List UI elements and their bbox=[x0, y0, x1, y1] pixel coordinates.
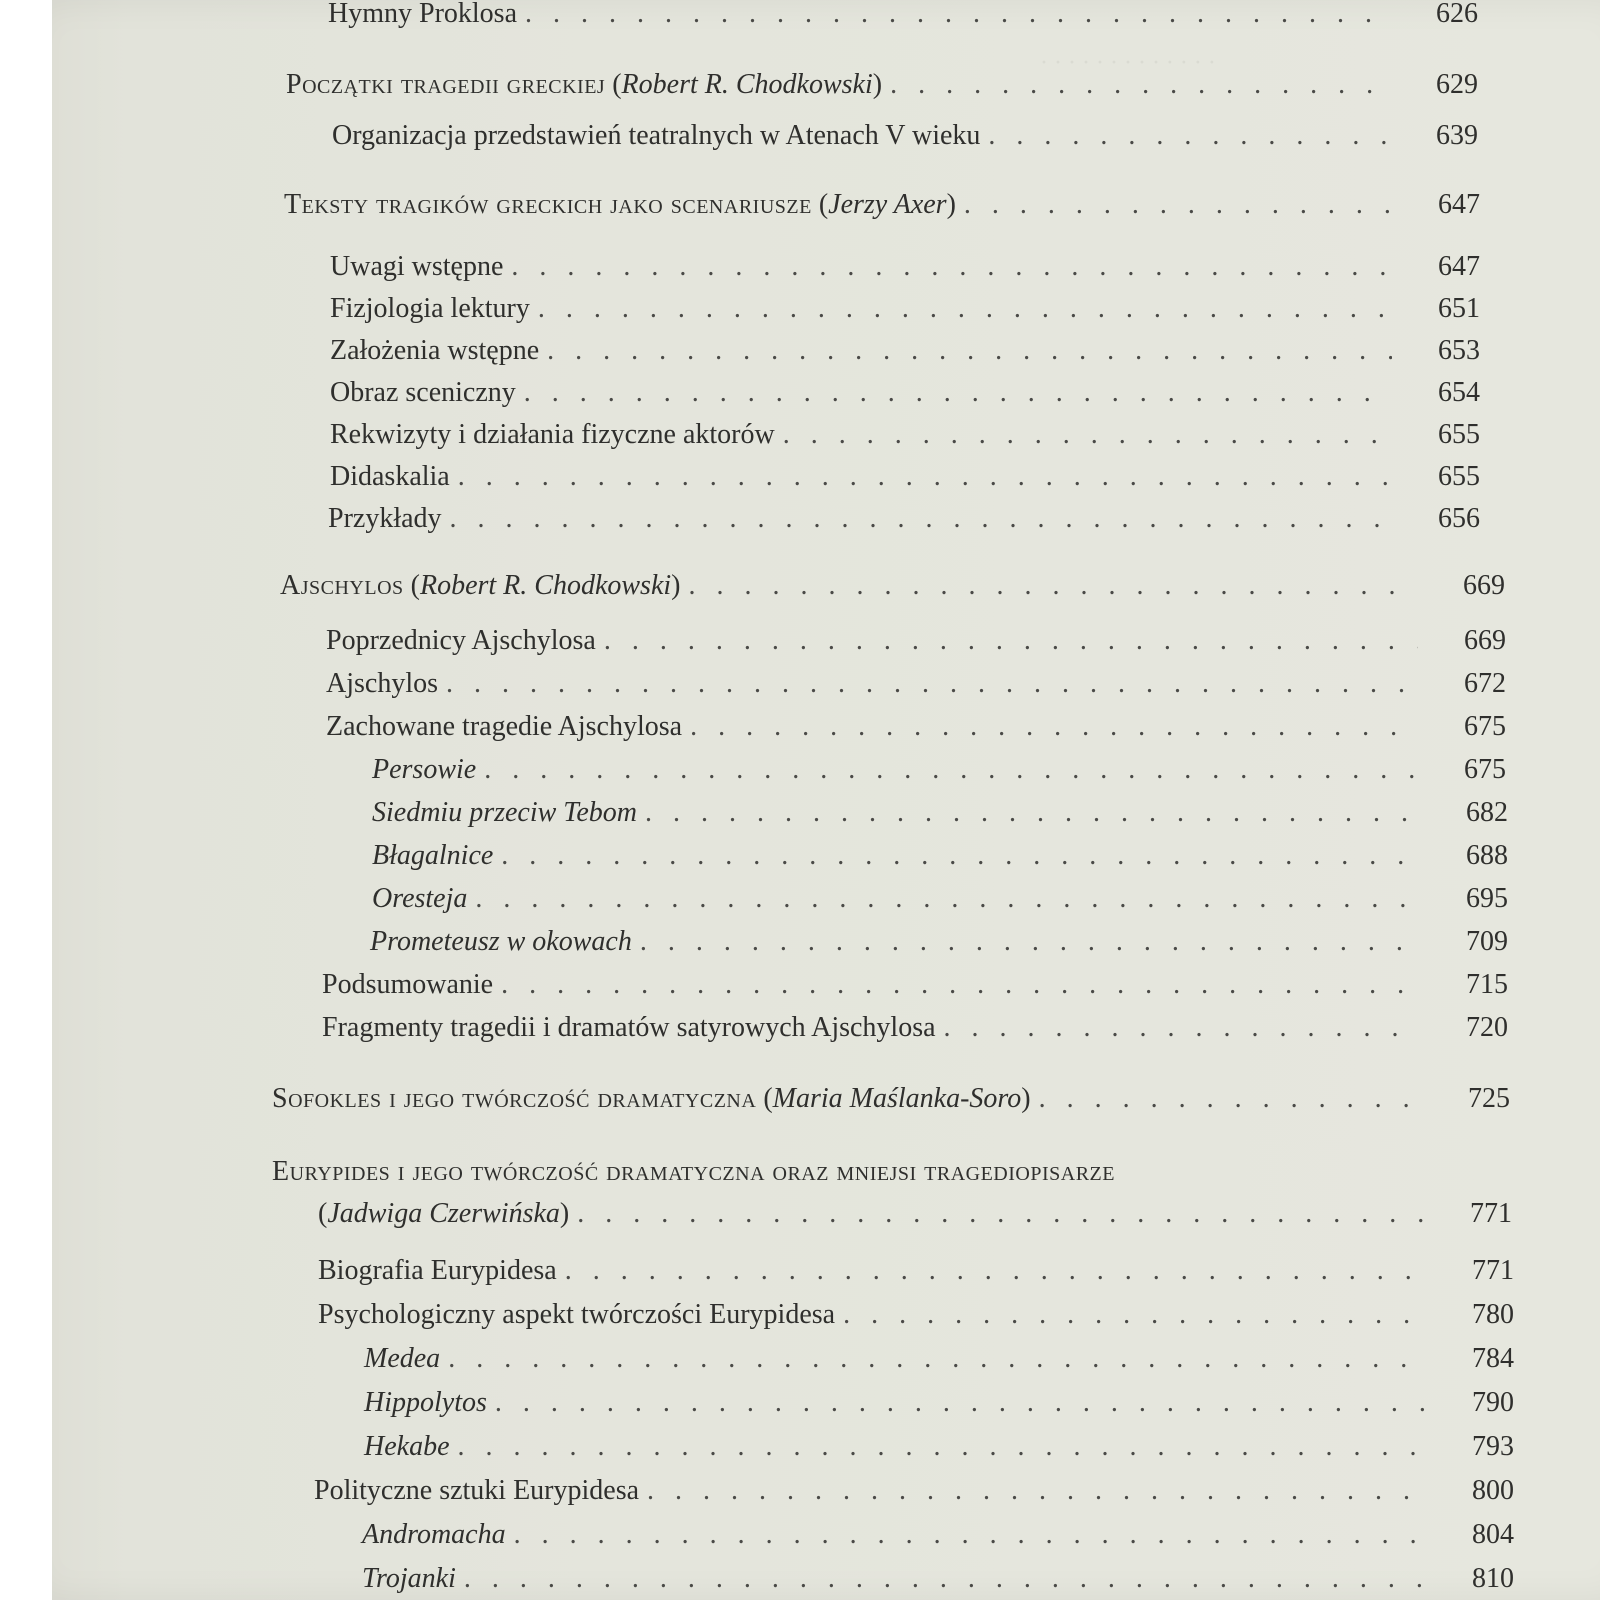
toc-entry-zalozenia-wstepne[interactable] bbox=[330, 334, 1480, 368]
toc-entry-andromacha[interactable] bbox=[362, 1518, 1514, 1552]
toc-entry-title: Błagalnice bbox=[372, 840, 494, 871]
toc-entry-title: Biografia Eurypidesa bbox=[318, 1255, 557, 1286]
dot-leader bbox=[988, 119, 1390, 153]
toc-entry-fizjologia-lektury[interactable] bbox=[330, 292, 1480, 326]
dot-leader bbox=[514, 1518, 1426, 1552]
toc-entry-title: Organizacja przedstawień teatralnych w Atenach V wieku bbox=[332, 120, 981, 151]
toc-entry-title: Hekabe bbox=[364, 1431, 450, 1462]
toc-entry-page: 720 bbox=[1466, 1012, 1508, 1043]
toc-entry-title: Podsumowanie bbox=[322, 969, 494, 1000]
toc-entry-title: Obraz sceniczny bbox=[330, 377, 516, 408]
dot-leader bbox=[458, 460, 1392, 494]
toc-entry-rekwizyty[interactable] bbox=[330, 418, 1480, 452]
toc-entry-page: 656 bbox=[1438, 503, 1480, 534]
toc-entry-title: Hippolytos bbox=[364, 1387, 487, 1418]
toc-entry-title: Rekwizyty i działania fizyczne aktorów bbox=[330, 419, 775, 450]
toc-entry-prometeusz[interactable] bbox=[370, 925, 1508, 959]
dot-leader bbox=[690, 710, 1418, 744]
toc-entry-page: 800 bbox=[1472, 1475, 1514, 1506]
toc-entry-page: 655 bbox=[1438, 461, 1480, 492]
toc-entry-page: 695 bbox=[1466, 883, 1508, 914]
dot-leader bbox=[964, 188, 1392, 222]
dot-leader bbox=[577, 1197, 1424, 1231]
show-through-text: · · · · · · · · · · · · · bbox=[1040, 50, 1216, 76]
dot-leader bbox=[446, 667, 1418, 701]
dot-leader bbox=[484, 753, 1418, 787]
toc-entry-page: 780 bbox=[1472, 1299, 1514, 1330]
toc-entry-page: 688 bbox=[1466, 840, 1508, 871]
toc-entry-page: 629 bbox=[1436, 69, 1478, 100]
toc-entry-title: Oresteja bbox=[372, 883, 468, 914]
toc-entry-hippolytos[interactable] bbox=[364, 1386, 1514, 1420]
dot-leader bbox=[640, 925, 1420, 959]
toc-entry-page: 675 bbox=[1464, 711, 1506, 742]
toc-entry-page: 793 bbox=[1472, 1431, 1514, 1462]
toc-entry-siedmiu[interactable] bbox=[372, 796, 1508, 830]
toc-entry-polityczne[interactable] bbox=[314, 1474, 1514, 1508]
toc-entry-title: Polityczne sztuki Eurypidesa bbox=[314, 1475, 640, 1506]
toc-entry-persowie[interactable] bbox=[372, 753, 1506, 787]
toc-entry-fragmenty[interactable] bbox=[322, 1011, 1508, 1045]
toc-chapter-poczatki-tragedii[interactable]: Początki tragedii greckiej (Robert R. Chodkowski) . . . 629 bbox=[286, 68, 1478, 102]
dot-leader bbox=[944, 1011, 1420, 1045]
toc-entry-title: Prometeusz w okowach bbox=[370, 926, 632, 957]
toc-entry-page: 655 bbox=[1438, 419, 1480, 450]
toc-entry-title: Poprzednicy Ajschylosa bbox=[326, 625, 596, 656]
toc-entry-title: Fizjologia lektury bbox=[330, 293, 530, 324]
chapter-author: Maria Maślanka-Soro bbox=[772, 1083, 1022, 1114]
toc-entry-page: 672 bbox=[1464, 668, 1506, 699]
dot-leader bbox=[604, 624, 1418, 658]
chapter-title: Teksty tragików greckich jako scenariusze bbox=[284, 189, 812, 220]
toc-entry-page: 804 bbox=[1472, 1519, 1514, 1550]
toc-entry-page: 647 bbox=[1438, 251, 1480, 282]
dot-leader bbox=[538, 292, 1392, 326]
dot-leader bbox=[843, 1298, 1426, 1332]
dot-leader bbox=[524, 376, 1392, 410]
toc-entry-uwagi-wstepne[interactable] bbox=[330, 250, 1480, 284]
toc-entry-page: 653 bbox=[1438, 335, 1480, 366]
toc-entry-page: 682 bbox=[1466, 797, 1508, 828]
toc-entry-title: Trojanki bbox=[362, 1563, 456, 1594]
chapter-title: Sofokles i jego twórczość dramatyczna bbox=[272, 1083, 757, 1114]
chapter-author: Robert R. Chodkowski bbox=[419, 570, 672, 601]
toc-entry-zachowane-tragedie[interactable] bbox=[326, 710, 1506, 744]
dot-leader bbox=[475, 882, 1420, 916]
toc-entry-title: Hymny Proklosa bbox=[328, 0, 517, 29]
chapter-title: Eurypides i jego twórczość dramatyczna oraz mniejsi tragediopisarze bbox=[272, 1156, 1115, 1187]
toc-entry-page: 790 bbox=[1472, 1387, 1514, 1418]
toc-entry-title: Fragmenty tragedii i dramatów satyrowych Ajschylosa bbox=[322, 1012, 936, 1043]
toc-entry-hekabe[interactable] bbox=[364, 1430, 1514, 1464]
toc-entry-page: 647 bbox=[1438, 189, 1480, 220]
dot-leader bbox=[565, 1254, 1426, 1288]
toc-entry-page: 709 bbox=[1466, 926, 1508, 957]
toc-entry-poprzednicy[interactable] bbox=[326, 624, 1506, 658]
toc-entry-podsumowanie[interactable] bbox=[322, 968, 1508, 1002]
toc-entry-title: Andromacha bbox=[362, 1519, 506, 1550]
toc-entry-page: 784 bbox=[1472, 1343, 1514, 1374]
toc-chapter-eurypides-author[interactable]: (Jadwiga Czerwińska) . . . 771 bbox=[318, 1197, 1512, 1231]
toc-entry-title: Przykłady bbox=[328, 503, 442, 534]
dot-leader bbox=[495, 1386, 1426, 1420]
toc-entry-page: 725 bbox=[1468, 1083, 1510, 1114]
dot-leader bbox=[458, 1430, 1426, 1464]
toc-entry-title: Medea bbox=[364, 1343, 441, 1374]
toc-entry-medea[interactable] bbox=[364, 1342, 1514, 1376]
dot-leader bbox=[890, 68, 1390, 102]
toc-chapter-ajschylos[interactable]: Ajschylos (Robert R. Chodkowski) . . . 669 bbox=[280, 569, 1505, 603]
toc-entry-hymny-proklosa[interactable] bbox=[328, 0, 1478, 31]
toc-entry-page: 654 bbox=[1438, 377, 1480, 408]
toc-entry-biografia[interactable] bbox=[318, 1254, 1514, 1288]
dot-leader bbox=[645, 796, 1420, 830]
toc-entry-title: Persowie bbox=[372, 754, 477, 785]
dot-leader bbox=[501, 839, 1420, 873]
dot-leader bbox=[501, 968, 1420, 1002]
toc-entry-page: 715 bbox=[1466, 969, 1508, 1000]
toc-entry-didaskalia[interactable] bbox=[330, 460, 1480, 494]
dot-leader bbox=[647, 1474, 1426, 1508]
dot-leader bbox=[450, 502, 1392, 536]
chapter-author: Jerzy Axer bbox=[828, 189, 947, 220]
dot-leader bbox=[448, 1342, 1426, 1376]
toc-entry-page: 810 bbox=[1472, 1563, 1514, 1594]
chapter-author: Jadwiga Czerwińska bbox=[327, 1198, 560, 1229]
chapter-title: Ajschylos bbox=[280, 570, 404, 601]
dot-leader bbox=[689, 569, 1418, 603]
toc-entry-page: 771 bbox=[1470, 1198, 1512, 1229]
toc-entry-blagalnice[interactable] bbox=[372, 839, 1508, 873]
dot-leader bbox=[511, 250, 1392, 284]
chapter-title: Początki tragedii greckiej bbox=[286, 69, 606, 100]
toc-entry-title: Uwagi wstępne bbox=[330, 251, 504, 282]
toc-entry-ajschylos-sub[interactable] bbox=[326, 667, 1506, 701]
toc-entry-page: 771 bbox=[1472, 1255, 1514, 1286]
toc-entry-title: Zachowane tragedie Ajschylosa bbox=[326, 711, 683, 742]
dot-leader bbox=[525, 0, 1390, 31]
toc-entry-obraz-sceniczny[interactable] bbox=[330, 376, 1480, 410]
toc-entry-psychologiczny[interactable] bbox=[318, 1298, 1514, 1332]
toc-entry-title: Siedmiu przeciw Tebom bbox=[372, 797, 637, 828]
toc-entry-page: 651 bbox=[1438, 293, 1480, 324]
toc-entry-oresteja[interactable] bbox=[372, 882, 1508, 916]
toc-entry-przyklady[interactable] bbox=[328, 502, 1480, 536]
toc-entry-title: Założenia wstępne bbox=[330, 335, 540, 366]
dot-leader bbox=[783, 418, 1392, 452]
toc-entry-page: 669 bbox=[1463, 570, 1505, 601]
toc-entry-title: Ajschylos bbox=[326, 668, 438, 699]
dot-leader bbox=[1039, 1082, 1422, 1116]
toc-entry-title: Didaskalia bbox=[330, 461, 450, 492]
toc-entry-page: 675 bbox=[1464, 754, 1506, 785]
dot-leader bbox=[464, 1562, 1426, 1596]
toc-entry-organizacja[interactable] bbox=[332, 119, 1478, 153]
dot-leader bbox=[547, 334, 1392, 368]
toc-entry-page: 626 bbox=[1436, 0, 1478, 29]
toc-entry-trojanki[interactable] bbox=[362, 1562, 1514, 1596]
toc-entry-page: 669 bbox=[1464, 625, 1506, 656]
toc-entry-title: Psychologiczny aspekt twórczości Eurypidesa bbox=[318, 1299, 836, 1330]
chapter-author: Robert R. Chodkowski bbox=[621, 69, 873, 100]
toc-chapter-sofokles[interactable]: Sofokles i jego twórczość dramatyczna (Maria Maślanka-Soro) . . . 725 bbox=[272, 1082, 1510, 1116]
toc-chapter-eurypides[interactable] bbox=[272, 1155, 1512, 1189]
toc-chapter-teksty-tragikow[interactable]: Teksty tragików greckich jako scenariusze (Jerzy Axer) . . . 647 bbox=[284, 188, 1480, 222]
toc-entry-page: 639 bbox=[1436, 120, 1478, 151]
